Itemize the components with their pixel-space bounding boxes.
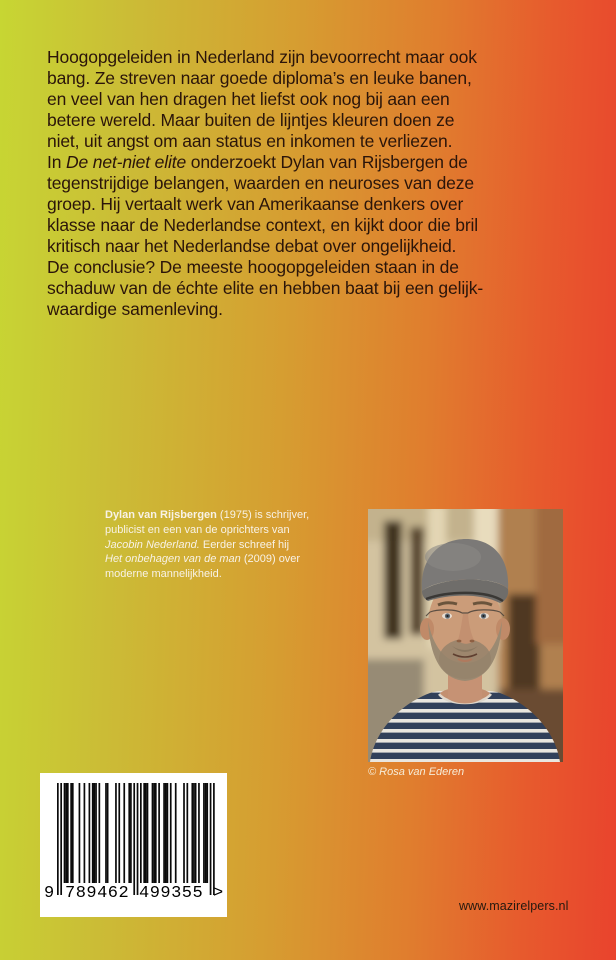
barcode-bar	[170, 783, 172, 883]
barcode-arrow: >	[213, 884, 224, 903]
text-segment: klasse naar de Nederlandse context, en kijkt door die bril	[47, 215, 478, 235]
text-segment: groep. Hij vertaalt werk van Amerikaanse denkers over	[47, 194, 464, 214]
barcode-bar	[67, 783, 69, 883]
blurb-line	[47, 299, 587, 320]
barcode-bar	[72, 783, 74, 883]
text-segment: In	[47, 152, 67, 172]
barcode-bar	[84, 783, 86, 883]
barcode-bar	[191, 783, 193, 883]
text-segment: De net-niet elite	[66, 152, 187, 172]
left-pupil	[446, 615, 448, 617]
text-segment: kritisch naar het Nederlandse debat over ongelijkheid.	[47, 236, 457, 256]
barcode-bar	[105, 783, 107, 883]
barcode-bar	[198, 783, 200, 883]
photo-credit: © Rosa van Ederen	[368, 766, 465, 778]
barcode-bar	[143, 783, 145, 883]
text-segment: bang. Ze streven naar goede diploma’s en leuke banen,	[47, 68, 472, 88]
text-segment: Dylan van Rijsbergen	[105, 509, 217, 521]
text-segment: tegenstrijdige belangen, waarden en neuroses van deze	[47, 173, 474, 193]
author-photo	[368, 509, 563, 762]
barcode-bar	[147, 783, 149, 883]
barcode-bar	[95, 783, 97, 883]
barcode-bar	[153, 783, 155, 883]
barcode-bar	[65, 783, 67, 883]
barcode	[40, 773, 227, 917]
barcode-bar	[118, 783, 120, 883]
barcode-bar	[183, 783, 185, 883]
text-segment: (2009) over	[240, 553, 301, 566]
barcode-digits-group1: 789462	[65, 884, 130, 903]
barcode-digit-lead: 9	[44, 884, 55, 903]
author-photo-illustration	[368, 509, 563, 762]
barcode-bar	[94, 783, 96, 883]
barcode-digits-group2: 499355	[139, 884, 204, 903]
text-segment: Jacobin Nederland.	[105, 538, 200, 551]
blurb-line	[47, 47, 587, 68]
barcode-bar	[145, 783, 147, 883]
bio-line	[105, 523, 365, 538]
barcode-bar	[89, 783, 91, 883]
blurb-line	[47, 110, 587, 131]
barcode-bar	[60, 783, 62, 895]
barcode-bar	[140, 783, 142, 883]
text-segment: betere wereld. Maar buiten de lijntjes kleuren doen ze	[47, 110, 455, 130]
text-segment: De conclusie? De meeste hoogopgeleiden staan in de	[47, 257, 459, 277]
barcode-bar	[193, 783, 195, 883]
barcode-bar	[186, 783, 188, 883]
barcode-bar	[57, 783, 59, 895]
barcode-bar	[205, 783, 207, 883]
barcode-bar	[152, 783, 154, 883]
barcode-bar	[130, 783, 132, 883]
barcode-bar	[107, 783, 109, 883]
barcode-bar	[137, 783, 139, 895]
barcode-bar	[203, 783, 205, 883]
text-segment: onderzoekt Dylan van Rijsbergen de	[186, 152, 468, 172]
barcode-bar	[163, 783, 165, 883]
barcode-bar	[128, 783, 130, 883]
text-segment: schaduw van de échte elite en hebben baat bij een gelijk-	[47, 278, 484, 298]
text-segment: waardige samenleving.	[47, 299, 223, 319]
text-segment: moderne mannelijkheid.	[105, 568, 222, 581]
left-nostril	[457, 640, 462, 643]
blurb-line	[47, 173, 587, 194]
blurb-line	[47, 89, 587, 110]
barcode-bar	[167, 783, 169, 883]
bio-line	[105, 567, 365, 582]
text-segment: niet, uit angst om aan status en inkomen te verliezen.	[47, 131, 453, 151]
barcode-bar	[92, 783, 94, 883]
barcode-bar	[165, 783, 167, 883]
text-segment: Het onbehagen van de man	[105, 553, 241, 566]
right-pupil	[482, 615, 484, 617]
right-nostril	[470, 640, 475, 643]
barcode-bar	[213, 783, 215, 895]
author-bio	[105, 508, 365, 582]
flat-cap-highlight	[425, 543, 481, 571]
beard-chin	[439, 639, 491, 679]
barcode-bar	[155, 783, 157, 883]
bio-line	[105, 538, 365, 553]
text-segment: publicist en een van de oprichters van	[105, 523, 290, 536]
blurb-line	[47, 236, 587, 257]
blurb-line	[47, 68, 587, 89]
barcode-bar	[158, 783, 160, 883]
barcode-bar	[70, 783, 72, 883]
barcode-bar	[99, 783, 101, 883]
text-segment: (1975) is schrijver,	[216, 509, 310, 521]
barcode-bar	[133, 783, 135, 895]
blurb-line	[47, 278, 587, 299]
publisher-website: www.mazirelpers.nl	[459, 899, 569, 913]
barcode-bar	[210, 783, 212, 895]
barcode-bar	[206, 783, 208, 883]
text-segment: Eerder schreef hij	[199, 538, 290, 551]
blurb-line	[47, 215, 587, 236]
barcode-bar	[175, 783, 177, 883]
barcode-bar	[195, 783, 197, 883]
barcode-bar	[79, 783, 81, 883]
text-segment: en veel van hen dragen het liefst ook nog bij aan een	[47, 89, 450, 109]
blurb-line	[47, 131, 587, 152]
blurb-line	[47, 257, 587, 278]
blurb-text	[47, 47, 587, 320]
blurb-line	[47, 194, 587, 215]
barcode-bar	[115, 783, 117, 883]
blurb-line	[47, 152, 587, 173]
bio-line	[105, 552, 365, 567]
barcode-bar	[64, 783, 66, 883]
text-segment: Hoogopgeleiden in Nederland zijn bevoorrecht maar ook	[47, 47, 477, 67]
bio-line	[105, 508, 365, 523]
barcode-bar	[123, 783, 125, 883]
